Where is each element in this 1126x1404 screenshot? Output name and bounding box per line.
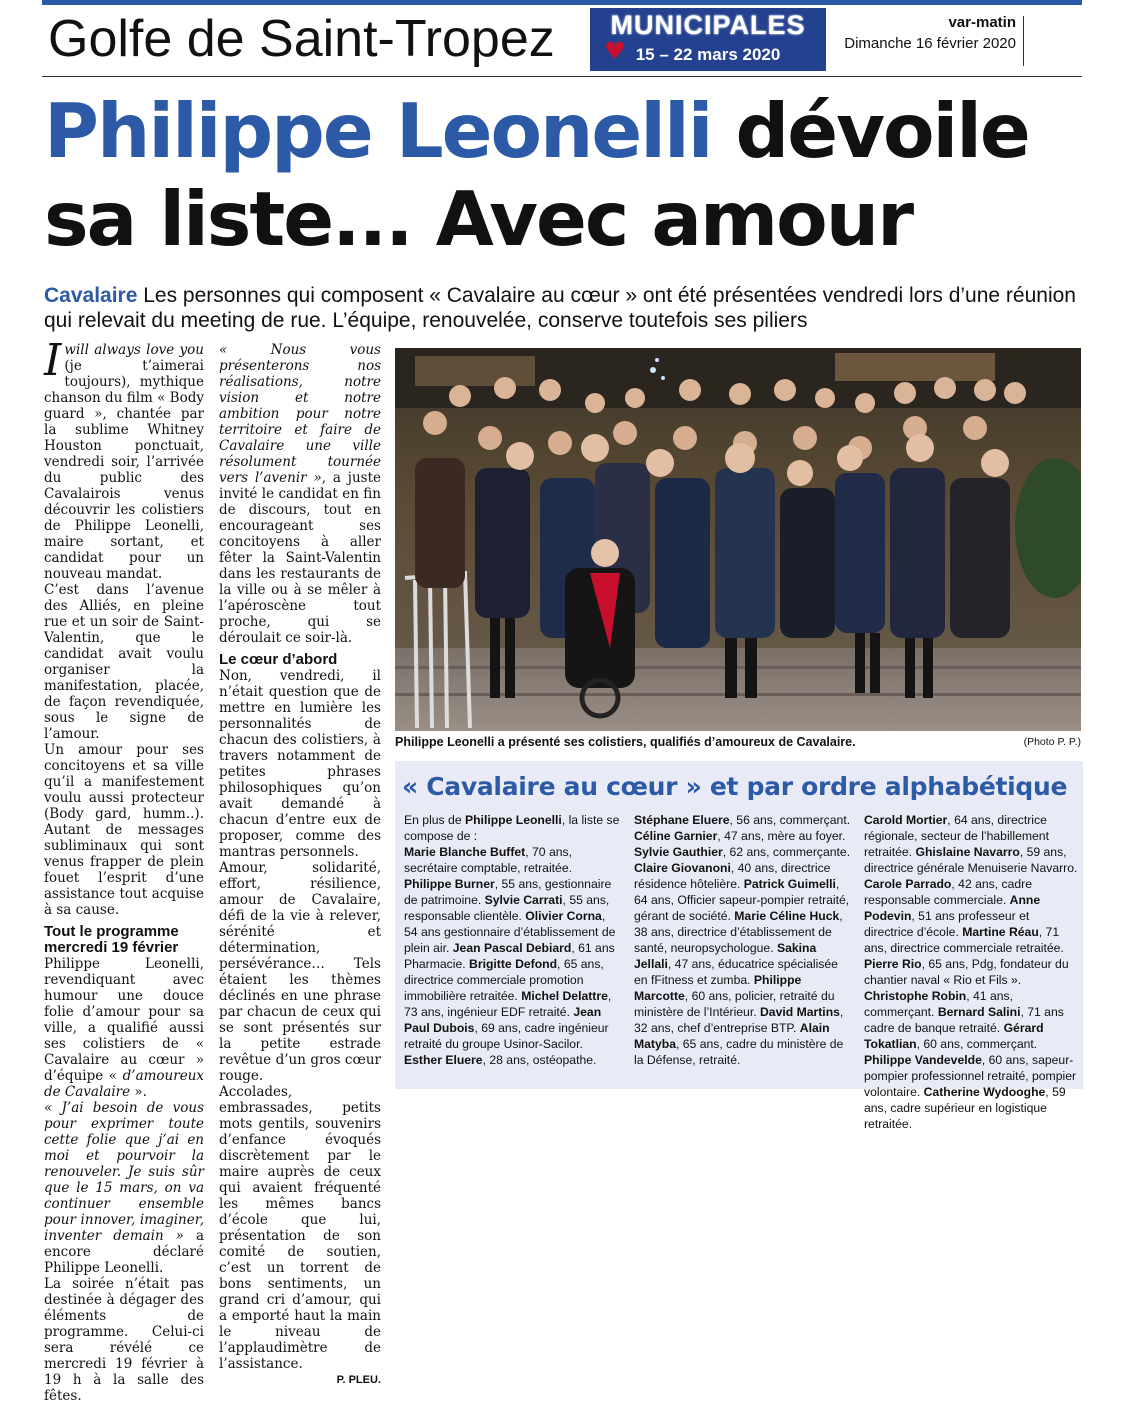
member-name: Gérard Tokatlian <box>864 1021 1044 1051</box>
song-title: will always love you <box>64 342 204 358</box>
author-signature: P. PLEU. <box>336 1374 381 1386</box>
member-description: , 40 ans, directrice résidence hôtelière. <box>634 861 831 891</box>
article-paragraph: Amour, solidarité, effort, résilience, amour de Cavalaire, défi de la vie à relever, sérénité et détermination, persévérance… Tels étaient les thèmes déclinés en une phrase par chacun de ceux qui se sont présentés sur la petite estrade revêtue d’un gros cœur rouge. <box>219 860 381 1084</box>
member-name: Jean Paul Dubois <box>404 1005 602 1035</box>
member-name: Carole Parrado <box>864 877 952 891</box>
member-name: Jean Pascal Debiard <box>452 941 572 955</box>
member-name: Marie Céline Huck <box>734 909 840 923</box>
municipales-banner <box>590 8 826 71</box>
member-description: , 51 ans professeur et directrice d’école. <box>864 909 1030 939</box>
member-description: , 69 ans, cadre ingénieur retraité du groupe Usinor-Sacilor. <box>404 1021 609 1051</box>
headline-line1 <box>44 88 1084 174</box>
member-description: , 38 ans, directrice d’établissement de santé, neuropsychologue. <box>634 909 843 955</box>
member-name: Bernard Salini <box>937 1005 1021 1019</box>
member-description: , 60 ans, policier, retraité du ministère de l’Intérieur. <box>634 989 835 1019</box>
member-description: , 54 ans gestionnaire d’établissement de plein air. <box>404 909 616 955</box>
member-description: , 60 ans, sapeur-pompier professionnel retraité, pompier volontaire. <box>864 1053 1077 1099</box>
headline-line2: sa liste... Avec amour <box>44 175 913 263</box>
member-entry <box>404 1053 596 1067</box>
member-entry <box>634 845 850 859</box>
member-name: Carold Mortier <box>864 813 948 827</box>
standfirst-text: Les personnes qui composent « Cavalaire au cœur » ont été présentées vendredi lors d’une réunion qui relevait du meeting de rue. L’équipe, renouvelée, conserve toutefois ses piliers <box>44 284 1076 332</box>
member-description: , 56 ans, commerçant. <box>729 813 851 827</box>
member-description: , 70 ans, secrétaire comptable, retraitée. <box>404 845 572 875</box>
headline-verb: dévoile <box>711 87 1029 175</box>
member-name: Michel Delattre <box>521 989 608 1003</box>
article-paragraph <box>44 1100 204 1276</box>
member-name: Stéphane Eluere <box>634 813 730 827</box>
section-title: Golfe de Saint-Tropez <box>48 10 555 68</box>
article-paragraph <box>219 342 381 646</box>
article-column-1 <box>44 335 205 1404</box>
member-description: , 64 ans, directrice régionale, secteur de l’habillement retraitée. <box>864 813 1049 859</box>
intro-text: En plus de <box>404 813 465 827</box>
member-description: , 71 ans, directrice commerciale retraitée. <box>864 925 1064 955</box>
member-description: , 55 ans, gestionnaire de patrimoine. <box>404 877 612 907</box>
subheading: Tout le programme mercredi 19 février <box>44 923 179 956</box>
member-entry <box>864 957 1069 987</box>
members-column-2 <box>634 812 854 1068</box>
member-name: Marie Blanche Buffet <box>404 845 526 859</box>
intro-name: Philippe Leonelli <box>464 813 562 827</box>
box-title: « Cavalaire au cœur » et par ordre alphabétique <box>402 772 1068 801</box>
member-description: , 65 ans, Pdg, fondateur du chantier naval « Rio et Fils ». <box>864 957 1069 987</box>
header-rule <box>42 76 1082 77</box>
member-name: Esther Eluere <box>404 1053 483 1067</box>
paragraph-text: a encore déclaré Philippe Leonelli. <box>44 1228 205 1276</box>
member-name: Patrick Guimelli <box>743 877 836 891</box>
paragraph-quote: d’amoureux de Cavalaire <box>44 1068 204 1100</box>
member-name: David Martins <box>760 1005 840 1019</box>
member-description: , 65 ans, directrice commerciale promotion immobilière retraitée. <box>404 957 604 1003</box>
member-entry <box>634 813 850 827</box>
paragraph-quote: « J’ai besoin de vous pour exprimer toute cette folie que j’ai en moi et pourvoir la renouveler. Je suis sûr que le 15 mars, on va continuer ensemble pour innover, imaginer, inventer demain » <box>44 1100 204 1244</box>
member-description: , 59 ans, directrice générale Menuiserie Navarro. <box>864 845 1078 875</box>
member-description: , 41 ans, commerçant. <box>864 989 1013 1019</box>
paragraph-text: , a juste invité le candidat en fin de discours, tout en encourageant ses concitoyens à aller fêter la Saint-Valentin dans les restaurants de la ville ou à se mêler à l’apéroscène tout proche, qui se déroulait ce soir-là. <box>219 470 381 646</box>
brand-name: var-matin <box>948 14 1016 31</box>
photo-credit: (Photo P. P.) <box>1023 736 1081 748</box>
member-description: , 55 ans, responsable clientèle. <box>404 893 610 923</box>
member-description: , 60 ans, commerçant. <box>916 1037 1038 1051</box>
member-description: , 47 ans, éducatrice spécialisée en fFitness et zumba. <box>634 957 838 987</box>
member-entry <box>864 877 1032 907</box>
member-description: , 61 ans Pharmacie. <box>404 941 615 971</box>
issue-date: Dimanche 16 février 2020 <box>844 35 1016 52</box>
member-name: Claire Giovanoni <box>634 861 731 875</box>
member-entry <box>404 845 572 875</box>
member-name: Philippe Burner <box>404 877 495 891</box>
member-name: Christophe Robin <box>864 989 967 1003</box>
subheading: Le cœur d’abord <box>219 651 338 668</box>
member-name: Anne Podevin <box>864 893 1041 923</box>
member-name: Catherine Wydooghe <box>923 1085 1046 1099</box>
standfirst <box>44 283 1084 333</box>
photo-caption: Philippe Leonelli a présenté ses colistiers, qualifiés d’amoureux de Cavalaire. <box>395 735 856 749</box>
member-name: Sylvie Gauthier <box>634 845 723 859</box>
paragraph-quote: « Nous vous présenterons nos réalisations, notre vision et notre ambition pour notre territoire et faire de Cavalaire une ville résolument tournée vers l’avenir » <box>219 342 381 486</box>
member-description: , 28 ans, ostéopathe. <box>482 1053 597 1067</box>
headline-name: Philippe Leonelli <box>44 87 712 175</box>
member-description: , 71 ans cadre de banque retraité. <box>864 1005 1064 1035</box>
member-name: Brigitte Defond <box>469 957 558 971</box>
member-name: Philippe Marcotte <box>634 973 802 1003</box>
member-name: Martine Réau <box>962 925 1039 939</box>
member-name: Ghislaine Navarro <box>915 845 1020 859</box>
article-paragraph: La soirée n’était pas destinée à dégager des éléments de programme. Celui-ci sera révélé ce mercredi 19 février à 19 h à la salle des fêtes. <box>44 1276 204 1404</box>
standfirst-kicker: Cavalaire <box>44 284 138 307</box>
article-paragraph <box>44 956 204 1100</box>
team-photo <box>395 348 1081 731</box>
article-paragraph: Un amour pour ses concitoyens et sa ville qu’il a manifestement voulu aussi protecteur (Body gard, humm..). Autant de messages subliminaux qui sont venus frapper de plein fouet l’esprit d’une assistance tout acquise à sa cause. <box>44 742 204 918</box>
drop-cap: I <box>44 335 62 386</box>
members-column-1 <box>404 812 620 1068</box>
banner-dates: 15 – 22 mars 2020 <box>635 45 781 64</box>
banner-title: MUNICIPALES <box>610 10 806 40</box>
member-name: Céline Garnier <box>634 829 718 843</box>
intro-text: , la liste se compose de : <box>404 813 620 843</box>
member-name: Pierre Rio <box>864 957 922 971</box>
article-column-2 <box>219 342 381 1388</box>
member-name: Olivier Corna <box>525 909 602 923</box>
member-description: , 62 ans, commerçante. <box>722 845 851 859</box>
member-description: , 73 ans, ingénieur EDF retraité. <box>404 989 612 1019</box>
members-column-3 <box>864 812 1078 1132</box>
article-paragraph: Accolades, embrassades, petits mots gentils, souvenirs d’enfance évoqués discrètement par le maire auprès de ceux qui avaient fréquenté les mêmes bancs d’école que lui, présentation de son comité de soutien, c’est un torrent de bons sentiments, un grand cri d’amour, qui a emporté haut la main le niveau de l’applaudimètre de l’assistance. <box>219 1084 381 1372</box>
member-description: , 65 ans, cadre du ministère de la Défense, retraité. <box>634 1037 844 1067</box>
member-name: Sylvie Carrati <box>484 893 563 907</box>
member-description: , 42 ans, cadre responsable commerciale. <box>864 877 1033 907</box>
member-description: , 32 ans, chef d’entreprise BTP. <box>634 1005 844 1035</box>
header-divider <box>1023 16 1024 66</box>
member-description: , 64 ans, Officier sapeur-pompier retraité, gérant de société. <box>634 877 850 923</box>
article-paragraph: C’est dans l’avenue des Alliés, en pleine rue et un soir de Saint-Valentin, que le candidat avait voulu organiser la manifestation, placée, de façon revendiquée, sous le signe de l’amour. <box>44 582 204 742</box>
member-description: , 47 ans, mère au foyer. <box>717 829 846 843</box>
member-entry <box>634 829 845 843</box>
paragraph-text: Philippe Leonelli, revendiquant avec humour une douce folie d’amour pour sa ville, a qualifié aussi ses colistiers de « Cavalaire au cœur » d’équipe « <box>44 956 204 1084</box>
member-name: Alain Matyba <box>634 1021 830 1051</box>
article-paragraph <box>44 335 204 582</box>
paragraph-text: (je t’aimerai toujours), mythique chanson du film « Body guard », chantée par la sublime Whitney Houston ponctuait, vendredi soir, l’arrivée du public des Cavalairois venus découvrir les colistiers de Philippe Leonelli, maire sortant, et candidat pour un nouveau mandat. <box>44 358 204 582</box>
member-name: Sakina Jellali <box>634 941 817 971</box>
member-name: Philippe Vandevelde <box>864 1053 982 1067</box>
member-description: , 59 ans, cadre supérieur en logistique retraitée. <box>864 1085 1066 1131</box>
article-paragraph: Non, vendredi, il n’était question que de mettre en lumière les personnalités de chacun des colistiers, à travers notamment de petites phrases philosophiques qu’on avait demandé à chacun d’entre eux de proposer, comme des mantras personnels. <box>219 668 381 860</box>
heart-icon: ♥ <box>604 37 626 65</box>
paragraph-text: ». <box>130 1084 147 1100</box>
